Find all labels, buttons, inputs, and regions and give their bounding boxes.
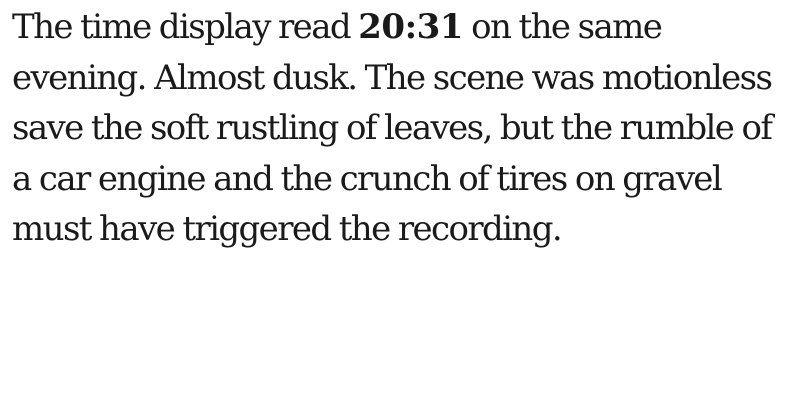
passage-text-before-time: The time display read xyxy=(12,7,359,47)
story-paragraph xyxy=(12,2,782,255)
time-reading: 20:31 xyxy=(358,7,463,47)
passage-text-after-time: on the same evening. Almost dusk. The scene was motionless save the soft rustling of leaves, but the rumble of a car engine and the crunch of tires on gravel must have triggered the recording. xyxy=(12,7,772,249)
